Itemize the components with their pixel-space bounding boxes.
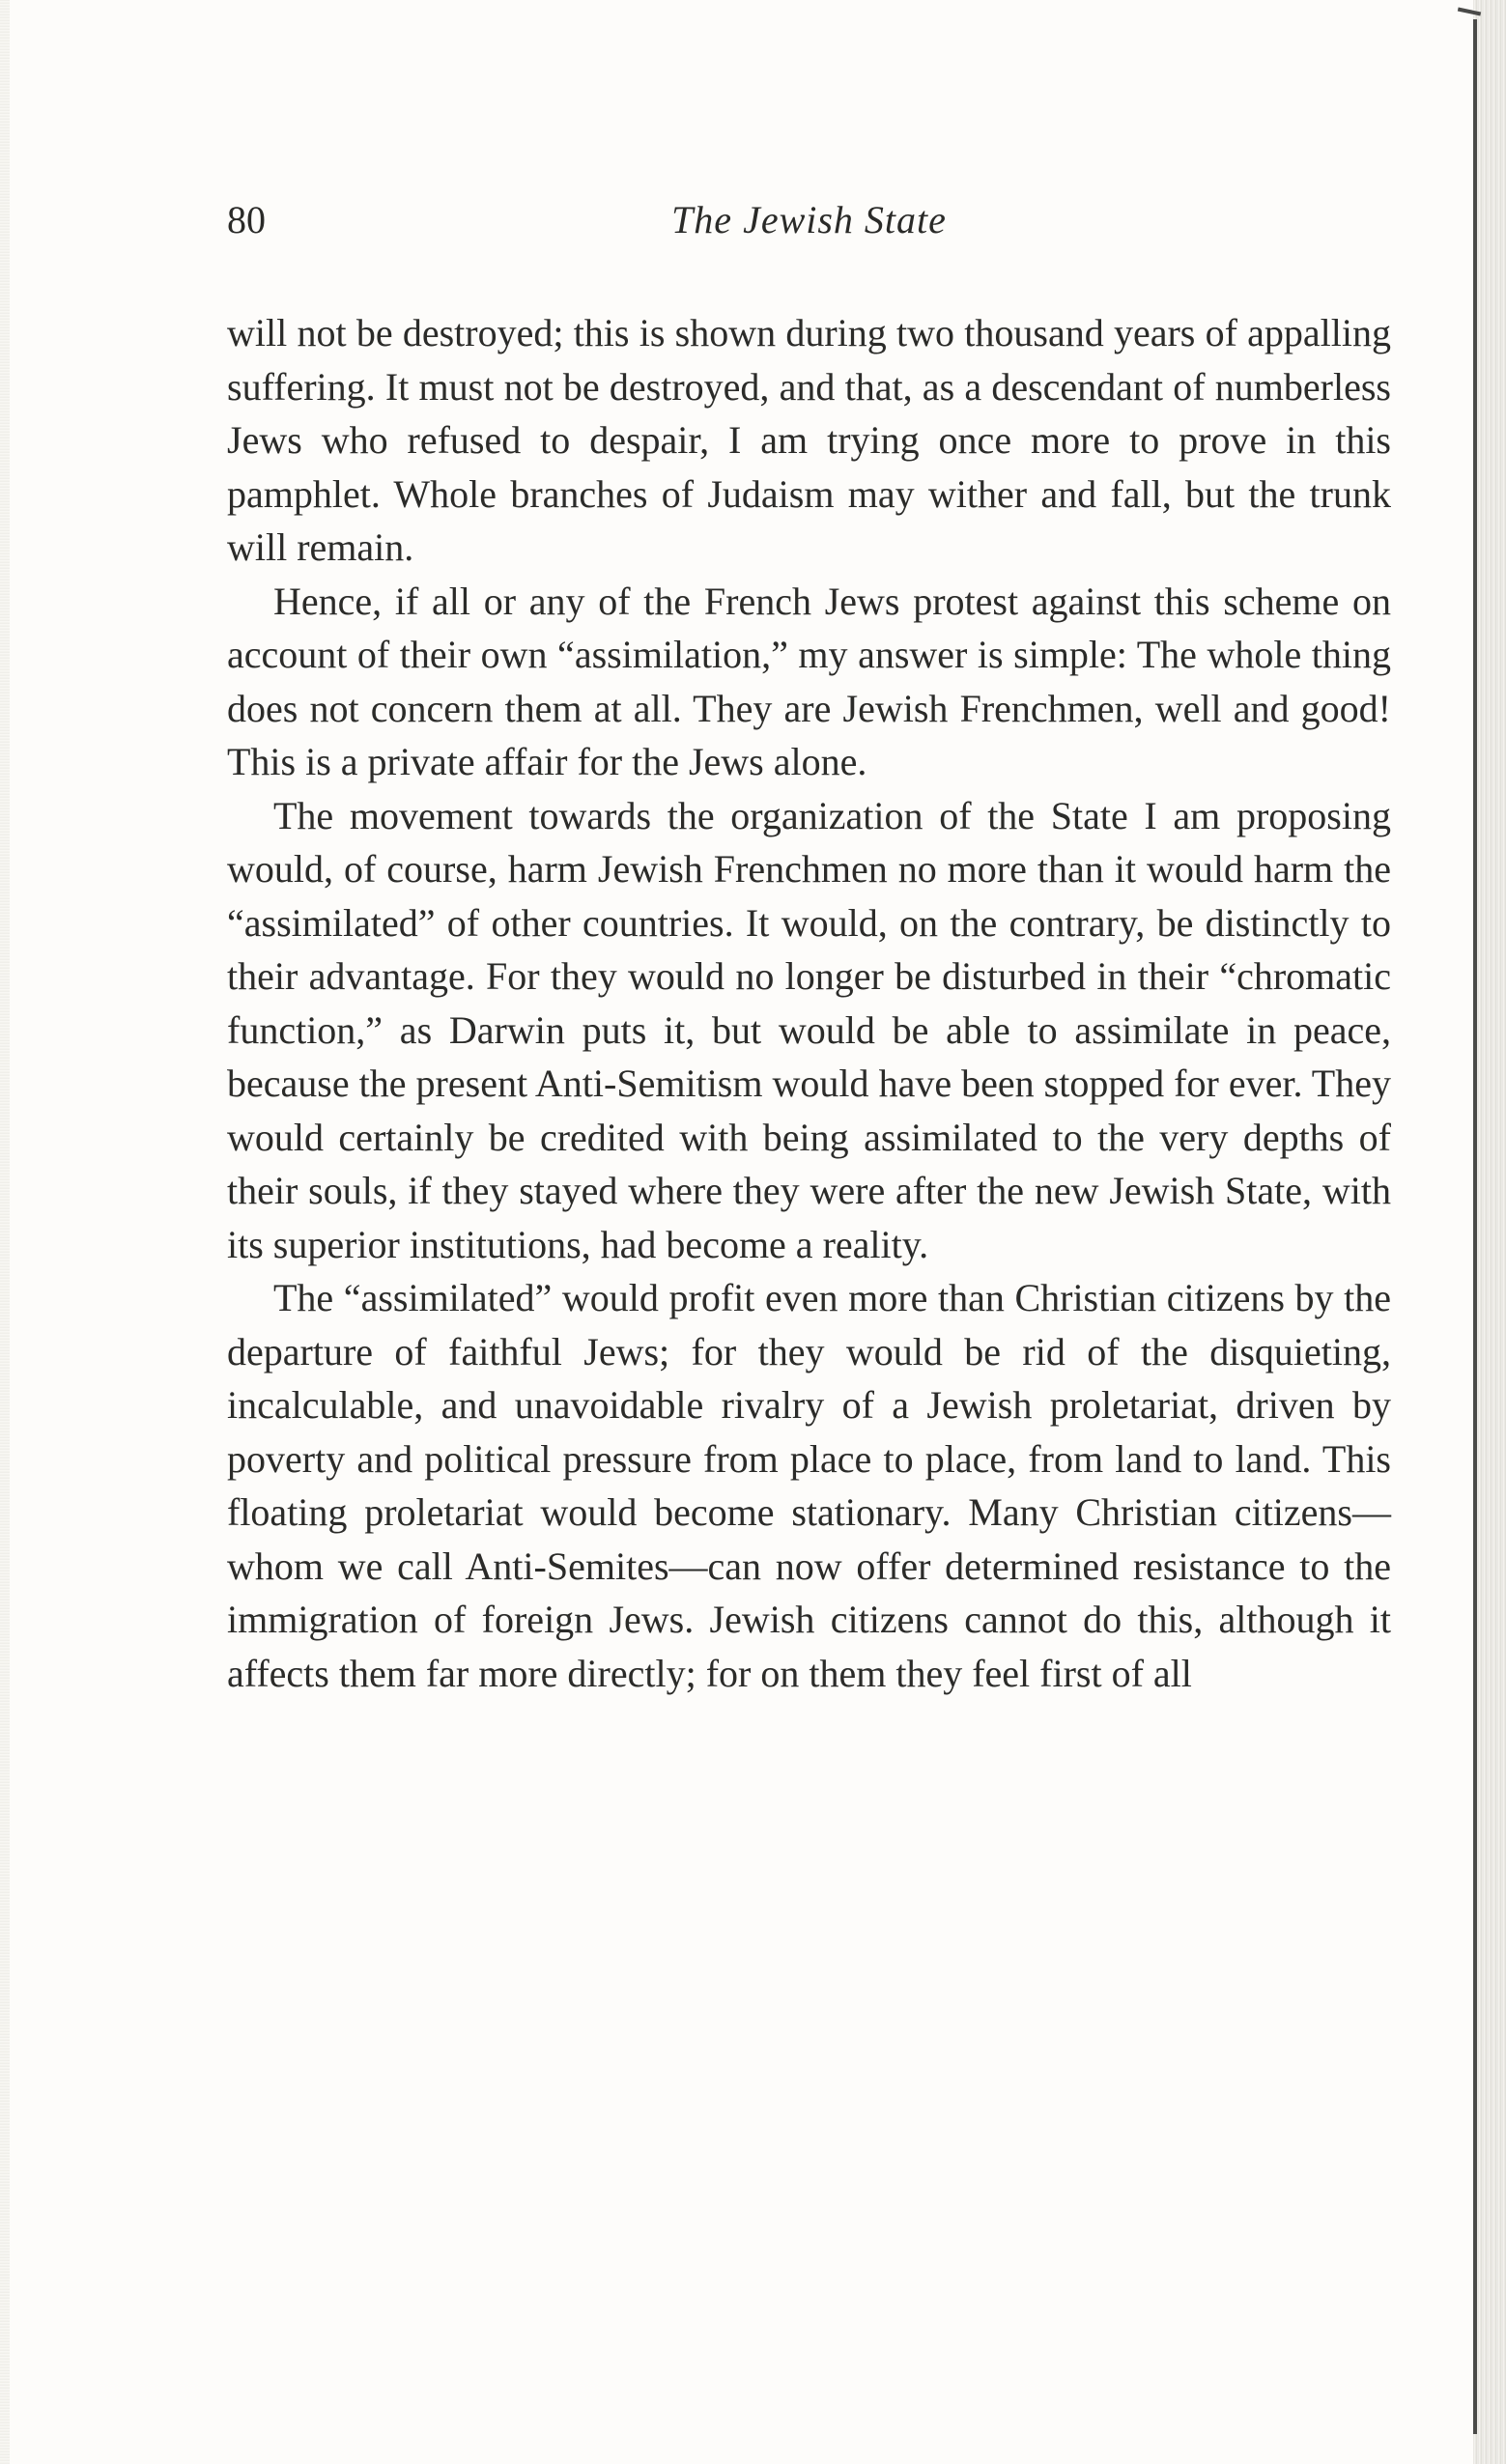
page-edge: [1473, 0, 1506, 2464]
page-edge-line: [1473, 19, 1477, 2434]
paragraph: The movement towards the organization of the State I am proposing would, of course, harm Jewish Frenchmen no more than it would harm the “assimilated” of other countries. It would, on the contrary, be distinctly to their advantage. For they would no longer be disturbed in their “chromatic function,” as Darwin puts it, but would be able to assimilate in peace, because the present Anti-Semitism would have been stopped for ever. They would certainly be credited with being assimilated to the very depths of their souls, if they stayed where they were after the new Jewish State, with its superior institutions, had become a reality.: [227, 793, 1391, 1266]
page-number: 80: [227, 198, 266, 241]
body-text: [227, 306, 1391, 1700]
paragraph: The “assimilated” would profit even more than Christian citizens by the departure of faithful Jews; for they would be rid of the disquieting, incalculable, and unavoidable rivalry of a Jewish proletariat, driven by poverty and political pressure from place to place, from land to land. This floating proletariat would become stationary. Many Christian citizens—whom we call Anti-Semites—can now offer determined resistance to the immigration of foreign Jews. Jewish citizens cannot do this, although it affects them far more directly; for on them they feel first of all: [227, 1276, 1391, 1695]
running-title: The Jewish State: [671, 198, 947, 241]
scan-shadow-left: [0, 0, 10, 2464]
paragraph: Hence, if all or any of the French Jews protest against this scheme on account of their own “assimilation,” my answer is simple: The whole thing does not concern them at all. They are Jewish Frenchmen, well and good! This is a private affair for the Jews alone.: [227, 579, 1391, 783]
page-header: [227, 191, 1391, 249]
paragraph: will not be destroyed; this is shown during two thousand years of appalling suffering. It must not be destroyed, and that, as a descendant of numberless Jews who refused to despair, I am trying once more to prove in this pamphlet. Whole branches of Judaism may wither and fall, but the trunk will remain.: [227, 311, 1391, 569]
